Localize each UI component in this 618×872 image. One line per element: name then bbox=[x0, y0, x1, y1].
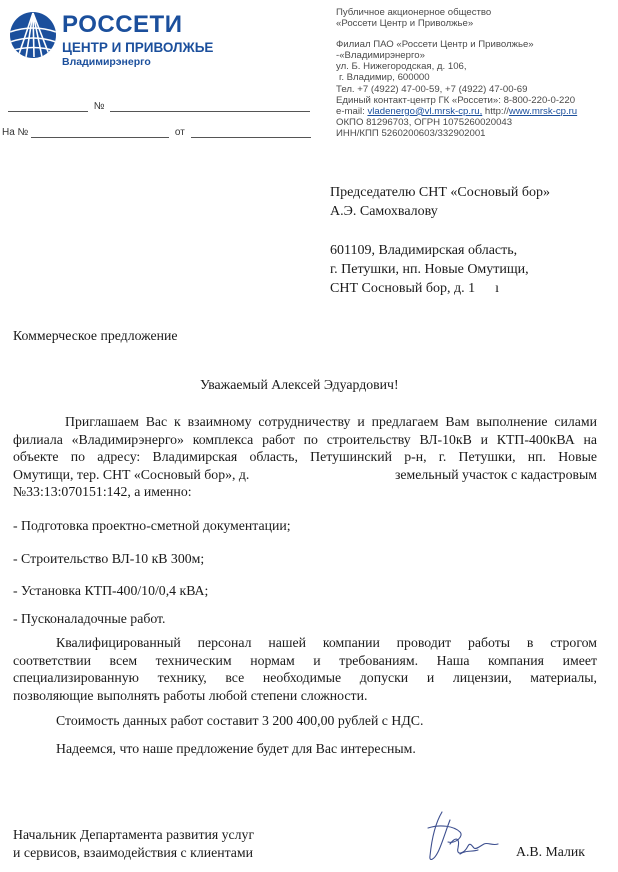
p1-line: №33:13:070151:142, а именно: bbox=[13, 484, 192, 499]
addressee-block bbox=[330, 183, 550, 298]
reply-date-blank bbox=[191, 127, 311, 138]
signatory-name: А.В. Малик bbox=[516, 844, 585, 859]
org-email-line bbox=[336, 106, 614, 117]
outgoing-number-line bbox=[8, 101, 310, 112]
site-label: http:// bbox=[484, 105, 509, 117]
work-item: - Строительство ВЛ-10 кВ 300м; bbox=[13, 551, 205, 566]
p2-line: Квалифицированный персонал нашей компании проводит работы в строгом bbox=[56, 635, 597, 650]
org-name: «Россети Центр и Приволжье» bbox=[336, 18, 474, 30]
cost-statement: Стоимость данных работ составит 3 200 400,00 рублей с НДС. bbox=[56, 713, 424, 728]
p1-line: объекте по адресу: Владимирская область, Петушинский р-н, г. Петушки, нп. Новые bbox=[13, 449, 597, 464]
logo-branch: Владимирэнерго bbox=[62, 56, 151, 68]
signatory-title-line1: Начальник Департамента развития услуг bbox=[13, 827, 255, 842]
closing-line: Надеемся, что наше предложение будет для Вас интересным. bbox=[56, 741, 416, 756]
work-item: - Установка КТП-400/10/0,4 кВА; bbox=[13, 583, 209, 598]
logo-text bbox=[62, 12, 213, 69]
org-inn: ИНН/КПП 5260200603/332902001 bbox=[336, 127, 486, 139]
reply-number-label: На № bbox=[2, 127, 29, 138]
org-okpo: ОКПО 81296703, ОГРН 1075260020043 bbox=[336, 116, 513, 128]
paragraph-proposal bbox=[13, 413, 597, 501]
paragraph-qualification bbox=[13, 634, 597, 704]
letter-greeting: Уважаемый Алексей Эдуардович! bbox=[200, 377, 399, 392]
p2-line: специализированную технику, все необходимые допуски и лицензии, материалы, bbox=[13, 670, 597, 685]
addressee-town: г. Петушки, нп. Новые Омутищи, bbox=[330, 262, 529, 277]
addressee-region: 601109, Владимирская область, bbox=[330, 243, 518, 258]
org-address-street: ул. Б. Нижегородская, д. 106, bbox=[336, 61, 467, 73]
org-branch: Филиал ПАО «Россети Центр и Приволжье» -«Владимирэнерго» bbox=[336, 39, 534, 62]
letter-subject: Коммерческое предложение bbox=[13, 328, 178, 343]
p2-line: соответствии всем техническим нормам и требованиям. Наша компания имеет bbox=[13, 652, 597, 668]
website-link[interactable]: www.mrsk-cp.ru bbox=[508, 105, 578, 117]
number-label: № bbox=[93, 101, 105, 112]
reply-number-blank bbox=[31, 127, 169, 138]
p1-line-split bbox=[13, 466, 597, 484]
p1-line: земельный участок с кадастровым bbox=[394, 466, 597, 482]
date-blank bbox=[8, 101, 88, 112]
rosseti-globe-logo-icon bbox=[8, 10, 58, 60]
p1-line: Омутищи, тер. СНТ «Сосновый бор», д. bbox=[13, 466, 250, 482]
signatory-title bbox=[13, 826, 254, 861]
org-phone: Тел. +7 (4922) 47-00-59, +7 (4922) 47-00-69 bbox=[336, 83, 528, 95]
p1-line: филиала «Владимирэнерго» комплекса работ по строительству ВЛ-10кВ и КТП-400кВА на bbox=[13, 431, 597, 447]
logo-brand: РОССЕТИ bbox=[62, 11, 183, 38]
signatory-title-line2: и сервисов, взаимодействия с клиентами bbox=[13, 844, 254, 860]
email-link[interactable]: vladenergo@vl.mrsk-cp.ru, bbox=[367, 105, 483, 117]
addressee-name: А.Э. Самохвалову bbox=[330, 204, 438, 219]
email-label: e-mail: bbox=[336, 105, 365, 117]
reply-to-line bbox=[2, 127, 311, 138]
work-item: - Пусконаладочные работ. bbox=[13, 611, 166, 626]
p2-line: позволяющие выполнять работы любой степени сложности. bbox=[13, 687, 368, 703]
work-item: - Подготовка проектно-сметной документации; bbox=[13, 518, 291, 533]
org-type: Публичное акционерное общество bbox=[336, 7, 492, 18]
logo-company: ЦЕНТР И ПРИВОЛЖЬЕ bbox=[62, 40, 214, 55]
organisation-details bbox=[336, 7, 614, 139]
org-address-city: г. Владимир, 600000 bbox=[339, 72, 430, 84]
addressee-snt: СНТ Сосновый бор, д. 1 ı bbox=[330, 281, 500, 296]
handwritten-signature-icon bbox=[420, 808, 502, 864]
addressee-house: СНТ Сосновый бор, д. 1 bbox=[330, 281, 476, 296]
p1-line: Приглашаем Вас к взаимному сотрудничеству и предлагаем Вам выполнение силами bbox=[65, 414, 597, 429]
addressee-position: Председателю СНТ «Сосновый бор» bbox=[330, 185, 550, 200]
reply-date-label: от bbox=[174, 127, 185, 138]
org-contact-center: Единый контакт-центр ГК «Россети»: 8-800-220-0-220 bbox=[336, 94, 576, 106]
number-blank bbox=[110, 101, 310, 112]
